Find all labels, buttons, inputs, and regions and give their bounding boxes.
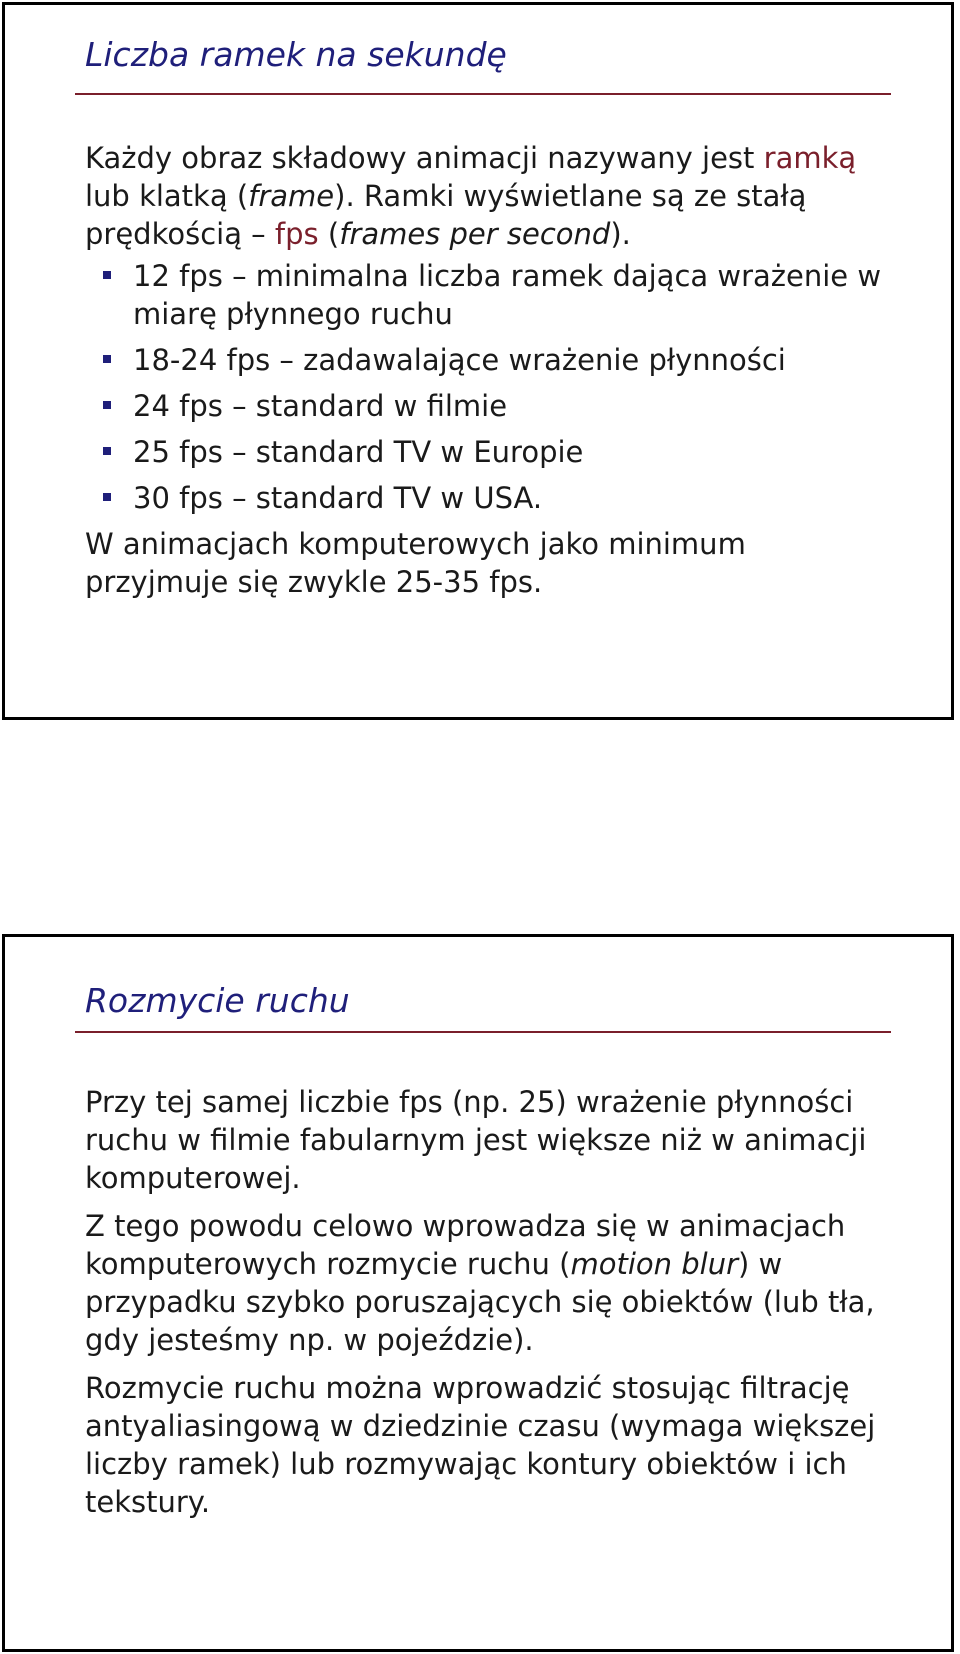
text-span: lub klatką (: [85, 179, 249, 213]
square-bullet-icon: [103, 401, 111, 409]
list-item: [85, 387, 885, 425]
square-bullet-icon: [103, 447, 111, 455]
square-bullet-icon: [103, 493, 111, 501]
paragraph-3: Rozmycie ruchu można wprowadzić stosując filtrację antyaliasingową w dziedzinie czasu (wymaga większej liczby ramek) lub rozmywając kontury obiektów i ich tekstury.: [85, 1371, 876, 1519]
paragraph-2: [85, 1207, 885, 1359]
text-span: ) w przypadku szybko poruszających się obiektów (lub tła, gdy jesteśmy np. w pojeździe).: [85, 1247, 875, 1357]
list-item: [85, 479, 885, 517]
list-item: [85, 341, 885, 379]
slide-title: Liczba ramek na sekundę: [85, 35, 507, 74]
bullet-text: 18-24 fps – zadawalające wrażenie płynności: [133, 343, 786, 377]
list-item: [85, 433, 885, 471]
bullet-text: 30 fps – standard TV w USA.: [133, 481, 543, 515]
bullet-text: 25 fps – standard TV w Europie: [133, 435, 584, 469]
term-frame: frame: [248, 179, 335, 213]
intro-paragraph: [85, 139, 885, 253]
bullet-text: 24 fps – standard w filmie: [133, 389, 508, 423]
slide-body: [85, 139, 885, 601]
list-item: [85, 257, 885, 333]
square-bullet-icon: [103, 355, 111, 363]
title-divider: [75, 93, 891, 95]
term-fps: fps: [274, 217, 319, 251]
slide-1: [2, 2, 954, 720]
title-divider: [75, 1031, 891, 1033]
text-span: Z tego powodu celowo wprowadza się w animacjach komputerowych rozmycie ruchu (: [85, 1209, 846, 1281]
square-bullet-icon: [103, 271, 111, 279]
text-span: Każdy obraz składowy animacji nazywany jest: [85, 141, 764, 175]
term-frames-per-second: frames per second: [339, 217, 611, 251]
text-span: ). Ramki wyświetlane są ze stałą prędkością –: [85, 179, 807, 251]
slide-2: [2, 934, 954, 1652]
term-ramka: ramką: [763, 141, 857, 175]
text-span: ).: [610, 217, 631, 251]
term-motion-blur: motion blur: [570, 1247, 738, 1281]
slide-body: [85, 1083, 885, 1521]
slide-title: Rozmycie ruchu: [85, 981, 350, 1020]
text-span: (: [318, 217, 340, 251]
bullet-text: 12 fps – minimalna liczba ramek dająca wrażenie w miarę płynnego ruchu: [133, 259, 882, 331]
paragraph-1: Przy tej samej liczbie fps (np. 25) wrażenie płynności ruchu w filmie fabularnym jest większe niż w animacji komputerowej.: [85, 1085, 867, 1195]
bullet-list: [85, 257, 885, 517]
outro-paragraph: W animacjach komputerowych jako minimum przyjmuje się zwykle 25-35 fps.: [85, 527, 746, 599]
